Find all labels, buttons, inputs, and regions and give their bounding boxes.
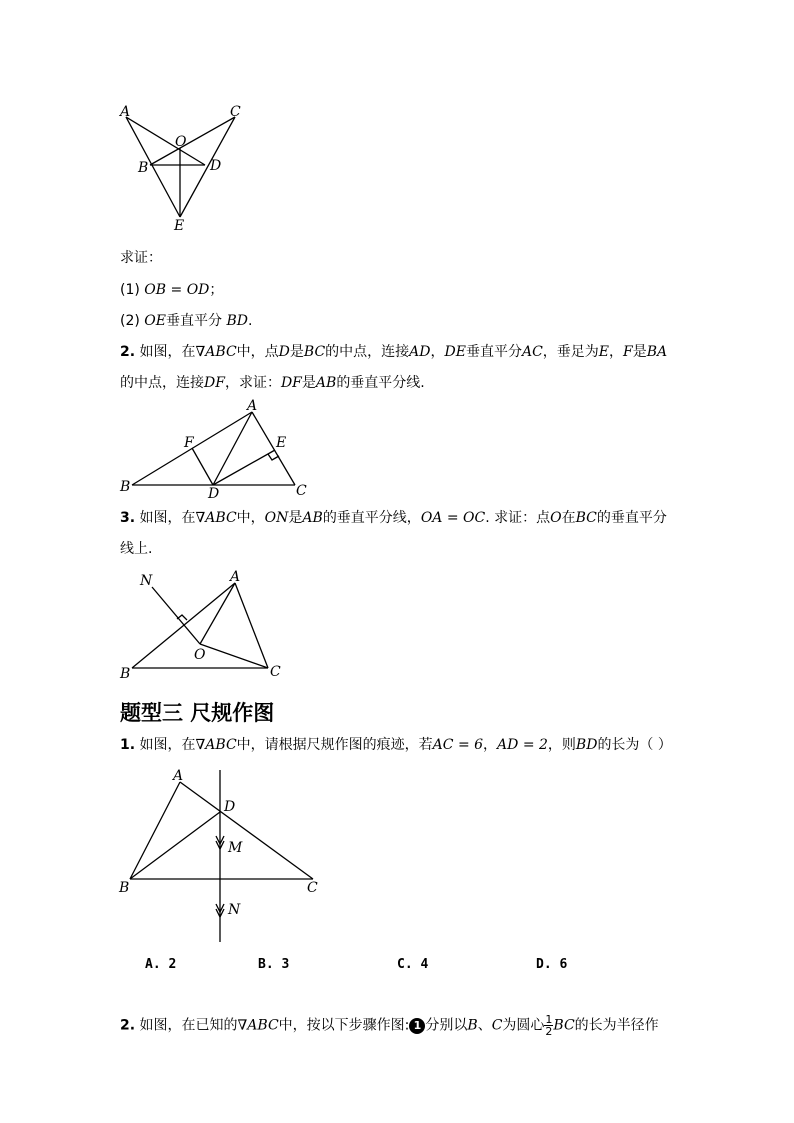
math-expr: OE [144,313,166,329]
segment-AC [180,782,313,879]
math-expr: AB [302,510,323,526]
text: ，垂足为 [542,344,599,360]
segment-OC [200,644,268,668]
text: 在 [561,510,576,526]
segment-BA [132,583,235,668]
question-number: 2. [120,344,136,360]
label-E: E [276,435,287,451]
option-a[interactable]: A. 2 [145,957,177,972]
math-expr: BD [575,737,598,753]
label-C: C [270,664,281,680]
question-3-line-1 [120,508,667,528]
math-expr: ∇ABC [195,510,237,526]
label-B: B [120,666,131,682]
figure-1 [110,100,260,235]
punct: . [247,313,253,329]
text: ， [483,737,498,753]
question-3-line-2: 线上. [120,541,153,557]
label-A: A [230,569,241,585]
math-expr: BC [575,510,597,526]
figure-4 [110,762,330,947]
text: 、 [477,1017,492,1034]
label-A: A [173,768,184,784]
math-expr: F [623,344,633,360]
text: 为圆心 [502,1017,545,1034]
segment-NO [152,587,200,644]
label-O: O [175,134,187,150]
math-expr: OB = OD [144,282,210,298]
label-O: O [194,647,206,663]
text: 如图，在 [139,344,196,360]
math-expr: D [278,344,290,360]
math-expr: DE [444,344,466,360]
punct: ； [209,282,224,298]
text: 的垂直平分线. [336,375,425,391]
segment-BD [130,812,220,879]
math-expr: AB [315,375,337,391]
label-M: M [228,840,243,856]
text: 如图，在 [139,737,196,753]
math-expr: AD = 2 [497,737,548,753]
segment-AE [126,117,180,217]
text: 是 [632,344,647,360]
text: 中，请根据尺规作图的痕迹，若 [236,737,433,753]
math-expr: ON [264,510,289,526]
text: ， [430,344,445,360]
text: 是 [288,510,303,526]
section-question-1 [120,735,672,755]
segment-AC [235,583,268,668]
label-D: D [210,158,222,174]
text: 分别以 [425,1017,468,1034]
question-number: 3. [120,510,136,526]
label-N: N [140,573,153,589]
math-expr: BC [553,1017,575,1034]
label-B: B [119,880,130,896]
question-number: 2. [120,1017,136,1034]
question-2-line-1 [120,342,667,362]
step-number-badge: 1 [409,1018,425,1034]
item-number: (1) [120,282,140,298]
math-expr: ∇ABC [237,1017,279,1034]
proof-item-1 [120,280,223,300]
math-expr: BA [646,344,668,360]
segment-BA [130,782,180,879]
math-expr: ∇ABC [195,344,237,360]
text: 是 [289,344,304,360]
text: ，则 [547,737,576,753]
question-number: 1. [120,737,136,753]
label-D: D [224,799,236,815]
option-b[interactable]: B. 3 [258,957,290,972]
text: 的垂直平分线， [322,510,421,526]
math-expr: O [550,510,562,526]
math-expr: OA = OC [420,510,486,526]
text: 的长为（ ） [597,737,672,753]
label-N: N [228,902,241,918]
text: 垂直平分 [166,313,222,329]
figure-2 [110,395,320,500]
math-expr: ∇ABC [195,737,237,753]
label-B: B [138,160,149,176]
math-expr: B [467,1017,478,1034]
fraction-denominator: 2 [545,1025,553,1038]
math-expr: E [598,344,610,360]
label-E: E [174,218,185,234]
fraction-numerator: 1 [545,1013,553,1026]
text: 如图，在 [139,510,196,526]
text: 的中点，连接 [325,344,410,360]
label-A: A [247,398,258,414]
math-expr: AC [521,344,543,360]
text: . 求证：点 [485,510,551,526]
label-C: C [230,104,241,120]
segment-DF [192,448,213,485]
text: ，求证： [224,375,281,391]
option-d[interactable]: D. 6 [536,957,568,972]
label-F: F [184,435,194,451]
section-question-2 [120,1014,659,1037]
text: 垂直平分 [465,344,522,360]
text: 如图，在已知的 [139,1017,238,1034]
text: ， [609,344,624,360]
label-D: D [208,486,220,500]
question-2-line-2 [120,373,425,393]
math-expr: DF [280,375,302,391]
math-expr: AD [409,344,431,360]
text: 的长为半径作 [574,1017,659,1034]
label-C: C [296,483,307,499]
label-A: A [120,104,131,120]
segment-OA [200,583,235,644]
math-expr: C [491,1017,503,1034]
label-C: C [307,880,318,896]
section-heading: 题型三 尺规作图 [120,701,275,725]
proof-label: 求证： [120,250,162,266]
item-number: (2) [120,313,140,329]
text: 中， [236,510,265,526]
proof-item-2 [120,311,252,331]
text: 的垂直平分 [596,510,667,526]
math-expr: BC [303,344,326,360]
math-expr: BD [226,313,248,329]
text: 中，按以下步骤作图: [278,1017,410,1034]
figure-3 [110,563,290,683]
text: 的中点，连接 [120,375,204,391]
text: 中，点 [236,344,279,360]
text: 是 [301,375,316,391]
label-B: B [120,479,131,495]
segment-AC [252,412,295,485]
option-c[interactable]: C. 4 [397,957,429,972]
math-expr: AC = 6 [432,737,484,753]
math-expr: DF [204,375,225,391]
